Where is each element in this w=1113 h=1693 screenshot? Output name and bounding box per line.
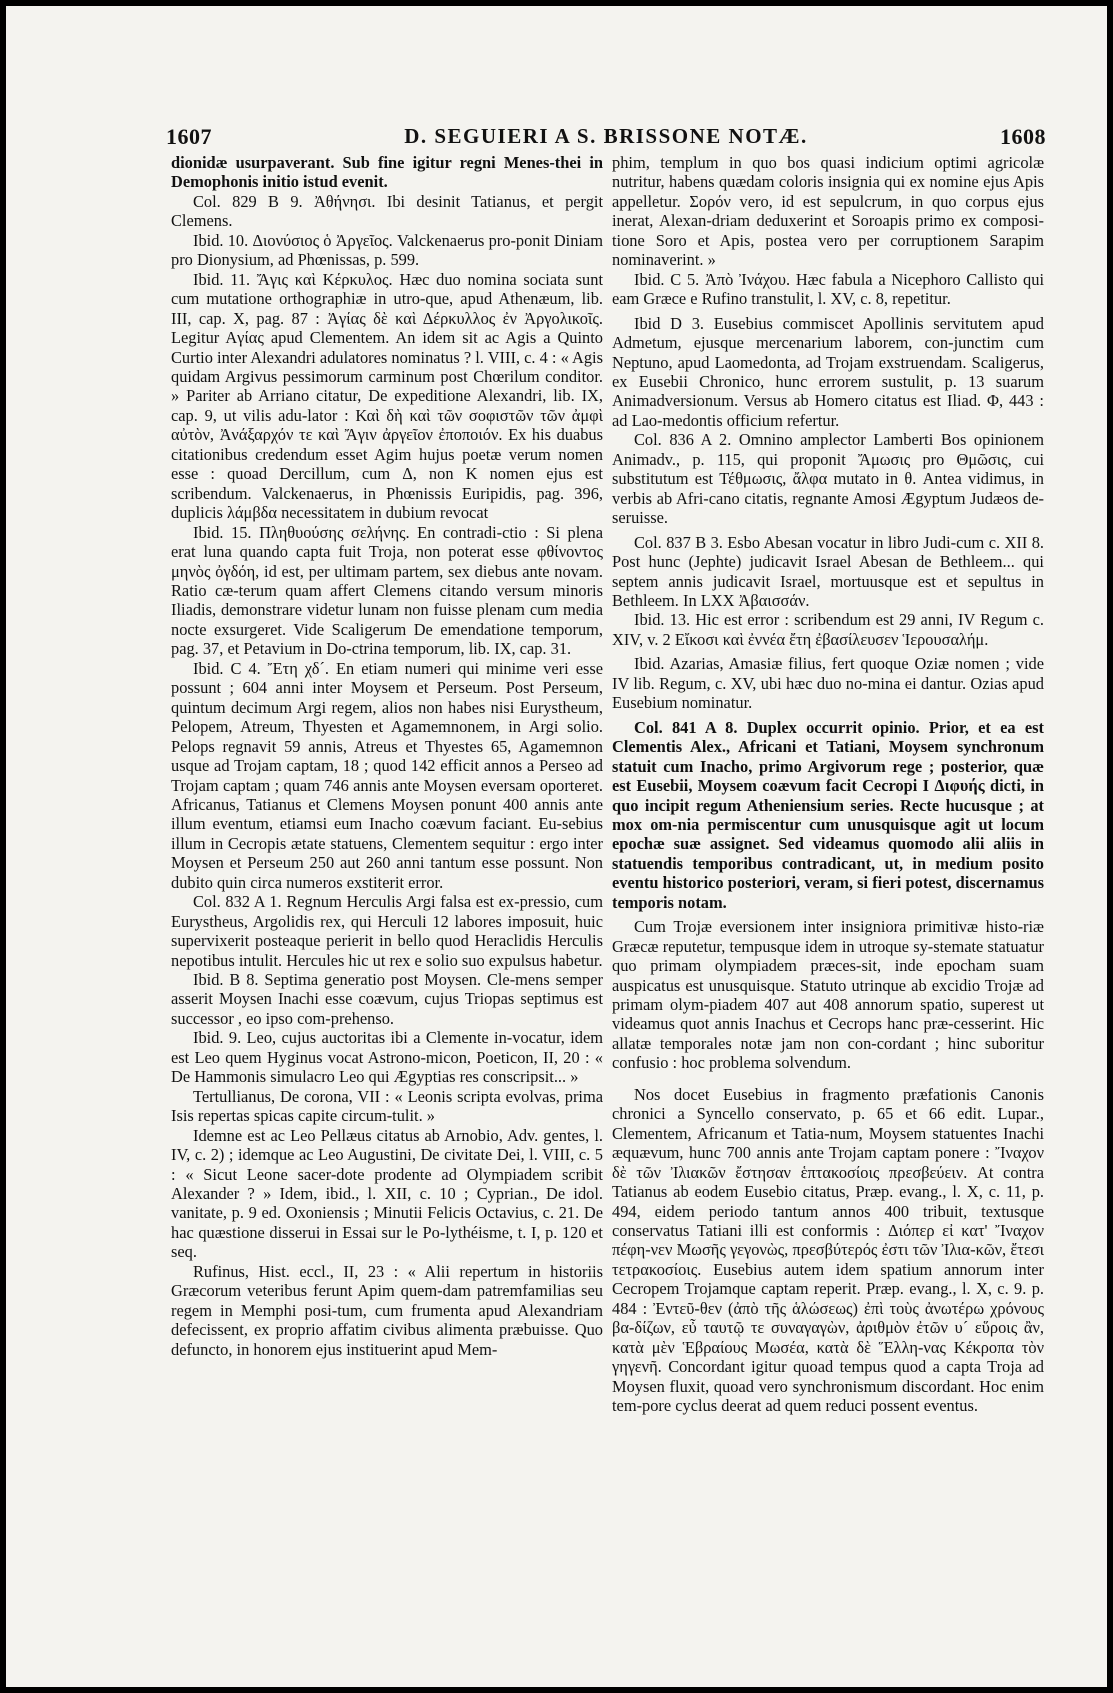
paragraph: Ibid. B 8. Septima generatio post Moysen. Cle-mens semper asserit Moysen Inachi esse coævum, cujus Triopas septimus est successor , eo ipso com-prehenso. [171, 970, 603, 1028]
paragraph: Col. 829 B 9. Ἀθήνησι. Ibi desinit Tatianus, et pergit Clemens. [171, 191, 603, 231]
paragraph: dionidæ usurpaverant. Sub fine igitur regni Menes-thei in Demophonis initio istud evenit. [171, 153, 603, 192]
paragraph: Ibid. 11. Ἄγις καὶ Κέρκυλος. Hæc duo nomina sociata sunt cum mutatione orthographiæ in utro-que, apud Athenæum, lib. III, cap. X, pag. 87 : Ἀγίας δὲ καὶ Δέρκυλλος ἐν Ἀργολικοῖς. Legitur Aγίας apud Clementem. An idem sit ac Agis a Quinto Curtio inter Alexandri adulatores nominatus ? l. VIII, c. 4 : « Agis quidam Argivus pessimorum carminum post Chœrilum conditor. » Pariter ab Arriano citatur, De expeditione Alexandri, lib. IX, cap. 9, ut vilis adu-lator : Καὶ δὴ καὶ τῶν σοφιστῶν τῶν ἀμφὶ αὐτὸν, Ἀνάξαρχόν τε καὶ Ἄγιν ἀργεῖον ἐποποιόν. Ex his duabus citationibus credendum esset Agim hujus poetæ verum nomen esse : quoad Dercillum, cum Δ, non K nomen ejus est scribendum. Valckenaerus, in Phœnissis Euripidis, pag. 396, duplicis λάμβδα necessitatem in dubium revocat [171, 269, 603, 523]
paragraph: Idemne est ac Leo Pellæus citatus ab Arnobio, Adv. gentes, l. IV, c. 2) ; idemque ac Leo Augustini, De civitate Dei, l. VIII, c. 5 : « Sicut Leone sacer-dote prodente ad Olympiadem scribit Alexander ? » Idem, ibid., l. XII, c. 10 ; Cyprian., De idol. vanitate, p. 9 ed. Oxoniensis ; Minutii Felicis Octavius, c. 21. De hac quæstione disserui in Essai sur le Po-lythéisme, t. I, p. 120 et seq. [171, 1125, 603, 1262]
paragraph: Ibid. C 4. Ἔτη χδ´. En etiam numeri qui minime veri esse possunt ; 604 anni inter Moysem et Perseum. Post Perseum, quintum decimum Argi regem, alios non habes nisi Eurystheum, Pelopem, Atreum, Thyesten et Agamemnonem, in Argi solio. Pelops regnavit 59 annis, Atreus et Thyestes 65, Agamemnon usque ad Trojam captam, 18 ; quod 142 efficit annos a Perseo ad Trojam captam ; quam 746 annis ante Moysen eversam oporteret. Africanus, Tatianus et Clemens Moysen ponunt 400 annis ante illum eventum, etiamsi eum Inacho coævum faciant. Eu-sebius illum in Cecropis ætate statuens, Clementem sequitur : ergo inter Moysen et Perseum 250 aut 260 anni tantum esse possunt. Non dubito quin circa numeros exstiterit error. [171, 658, 603, 892]
paragraph: Col. 832 A 1. Regnum Herculis Argi falsa est ex-pressio, cum Eurystheus, Argolidis rex, qui Herculi 12 labores imposuit, huic supervixerit posteaque perierit in bello quod Heraclidis Herculis nepotibus intulit. Hercules hic ut rex e solio suo expulsus habetur. [171, 892, 603, 970]
paragraph: Ibid. 10. Διονύσιος ὁ Ἀργεῖος. Valckenaerus pro-ponit Diniam pro Dionysium, ad Phœnissas, p. 599. [171, 230, 603, 270]
paragraph: Col. 841 A 8. Duplex occurrit opinio. Prior, et ea est Clementis Alex., Africani et Tatiani, Moysem synchronum statuit cum Inacho, primo Argivorum rege ; posterior, quæ est Eusebii, Moysem coævum facit Cecropi I Διφυής dicti, in quo incipit regum Atheniensium series. Recte hucusque ; at mox om-nia permiscentur cum unusquisque agit ut locum epochæ suæ assignet. Sed videamus quomodo alii aliis in statuendis temporibus contradicant, ut, in medium posito eventu historico posteriori, veram, si fieri potest, discernamus temporis notam. [612, 717, 1044, 912]
paragraph: Ibid. 15. Πληθυούσης σελήνης. En contradi-ctio : Si plena erat luna quando capta fuit Troja, non poterat esse φθίνοντος μηνὸς ὀγδόη, id est, per ultimam partem, sex diebus ante novam. Ratio cæ-terum quam affert Clemens citando versum minoris Iliadis, demonstrare videtur lunam non fuisse plenam cum media nocte exsurgeret. Vide Scaligerum De emendatione temporum, pag. 37, et Petavium in Do-ctrina temporum, lib. IX, cap. 31. [171, 522, 603, 659]
left-column [171, 153, 603, 1673]
paragraph: Tertullianus, De corona, VII : « Leonis scripta evolvas, prima Isis repertas spicas capite circum-tulit. » [171, 1086, 603, 1126]
paragraph: Cum Trojæ eversionem inter insigniora primitivæ histo-riæ Græcæ reputetur, tempusque idem in utroque sy-stemate statuatur quo primam olympiadem præces-sit, inde epocham suam auspicatus est unusquisque. Statuto utrinque ab excidio Trojæ ad primam olym-piadem 407 aut 408 annorum spatio, superest ut videamus quot annis Inachus et Cecrops hanc præ-cesserint. Hic allatæ temporales notæ jam non con-cordant ; hinc suboritur confusio : hoc problema solvendum. [612, 917, 1044, 1073]
scanned-page [6, 6, 1107, 1687]
paragraph: Ibid D 3. Eusebius commiscet Apollinis servitutem apud Admetum, ejusque mercenarium laborem, con-junctim cum Neptuno, apud Laomedonta, ad Trojam exstruendam. Scaligerus, ex Eusebii Chronico, hunc errorem sustulit, p. 13 suarum Animadversionum. Versus ab Homero citatus est Iliad. Φ, 443 : ad Lao-medontis officium refertur. [612, 313, 1044, 430]
page-number-left: 1607 [166, 124, 212, 149]
paragraph: Ibid. Azarias, Amasiæ filius, fert quoque Oziæ nomen ; vide IV lib. Regum, c. XV, ubi hæc duo no-mina ei dantur. Ozias apud Eusebium nominatur. [612, 654, 1044, 713]
paragraph: phim, templum in quo bos quasi indicium optimi agricolæ nutritur, habens quædam coloris insignia qui ex nomine ejus Apis appelletur. Σορόν vero, id est sepulcrum, in quo corpus ejus inerat, Alexan-driam deduxerint et Soroapis primo ex composi-tione Soro et Apis, postea vero per corruptionem Sarapim nominaverint. » [612, 153, 1044, 270]
running-title: D. SEGUIERI A S. BRISSONE NOTÆ. [404, 124, 808, 148]
paragraph: Rufinus, Hist. eccl., II, 23 : « Alii repertum in historiis Græcorum veteribus ferunt Apim quem-dam patremfamilias seu regem in Memphi posi-tum, cum frumenta apud Alexandriam defecissent, ex proprio affatim civibus alimenta præbuisse. Quo defuncto, in honorem ejus instituerint apud Mem- [171, 1261, 603, 1359]
right-column [612, 153, 1044, 1673]
paragraph: Ibid. C 5. Ἀπὸ Ἰνάχου. Hæc fabula a Nicephoro Callisto qui eam Græce e Rufino transtulit, l. XV, c. 8, repetitur. [612, 269, 1044, 309]
paragraph: Col. 837 B 3. Esbo Abesan vocatur in libro Judi-cum c. XII 8. Post hunc (Jephte) judicavit Israel Abesan de Bethleem... qui septem annis judicavit Israel, mortuusque est et sepultus in Bethleem. In LXX Ἀβαισσάν. [612, 532, 1044, 610]
paragraph: Ibid. 9. Leo, cujus auctoritas ibi a Clemente in-vocatur, idem est Leo quem Hyginus vocat Astrono-micon, Poeticon, II, 20 : « De Hammonis simulacro Leo qui Ægyptias res conscripsit... » [171, 1028, 603, 1087]
paragraph: Nos docet Eusebius in fragmento præfationis Canonis chronici a Syncello conservato, p. 65 et 66 edit. Lupar., Clementem, Africanum et Tatia-num, Moysem statuentes Inachi æquævum, hunc 700 annis ante Trojam captam ponere : Ἴναχον δὲ τῶν Ἰλιακῶν ἔστησαν ἑπτακοσίοις πρεσβεύειν. At contra Tatianus ab eodem Eusebio citatus, Præp. evang., l. X, c. 11, p. 494, eidem periodo tantum annos 400 tribuit, textusque conservatus Tatiani illi est conformis : Διόπερ εἰ κατ' Ἴναχον πέφη-νεν Μωσῆς γεγονὼς, πρεσβύτερός ἐστι τῶν Ἰλια-κῶν, ἔτεσι τετρακοσίοις. Eusebius autem idem spatium annorum inter Cecropem Trojamque captam reperit. Præp. evang., l. X, c. 9. p. 484 : Ἐντεῦ-θεν (ἀπὸ τῆς ἁλώσεως) ἐπὶ τοὺς ἀνωτέρω χρόνους βα-δίζων, εὖ ταυτῷ τε συναγαγὼν, ἀριθμὸν ἐτῶν υ´ εὕροις ἂν, κατὰ μὲν Ἑβραίους Μωσέα, κατὰ δὲ Ἕλλη-νας Κέκροπα τὸν γηγενῆ. Concordant igitur quoad tempus quod a capta Troja ad Moysen fluxit, quoad vero synchronismum discordant. Hoc enim tem-pore cyclus deerat ad quem reduci possent eventus. [612, 1084, 1044, 1416]
paragraph: Col. 836 A 2. Omnino amplector Lamberti Bos opinionem Animadv., p. 115, qui proponit Ἄμωσις pro Θμῶσις, cui substitutum est Τέθμωσις, ἄλφα mutato in θ. Antea vidimus, in verbis ab Afri-cano citatis, regnante Amosi Ægyptum Judæos de-seruisse. [612, 430, 1044, 528]
page-number-right: 1608 [1000, 124, 1046, 149]
paragraph: Ibid. 13. Hic est error : scribendum est 29 anni, IV Regum c. XIV, v. 2 Εἴκοσι καὶ ἐννέα ἔτη ἐβασίλευσεν Ἱερουσαλήμ. [612, 610, 1044, 649]
